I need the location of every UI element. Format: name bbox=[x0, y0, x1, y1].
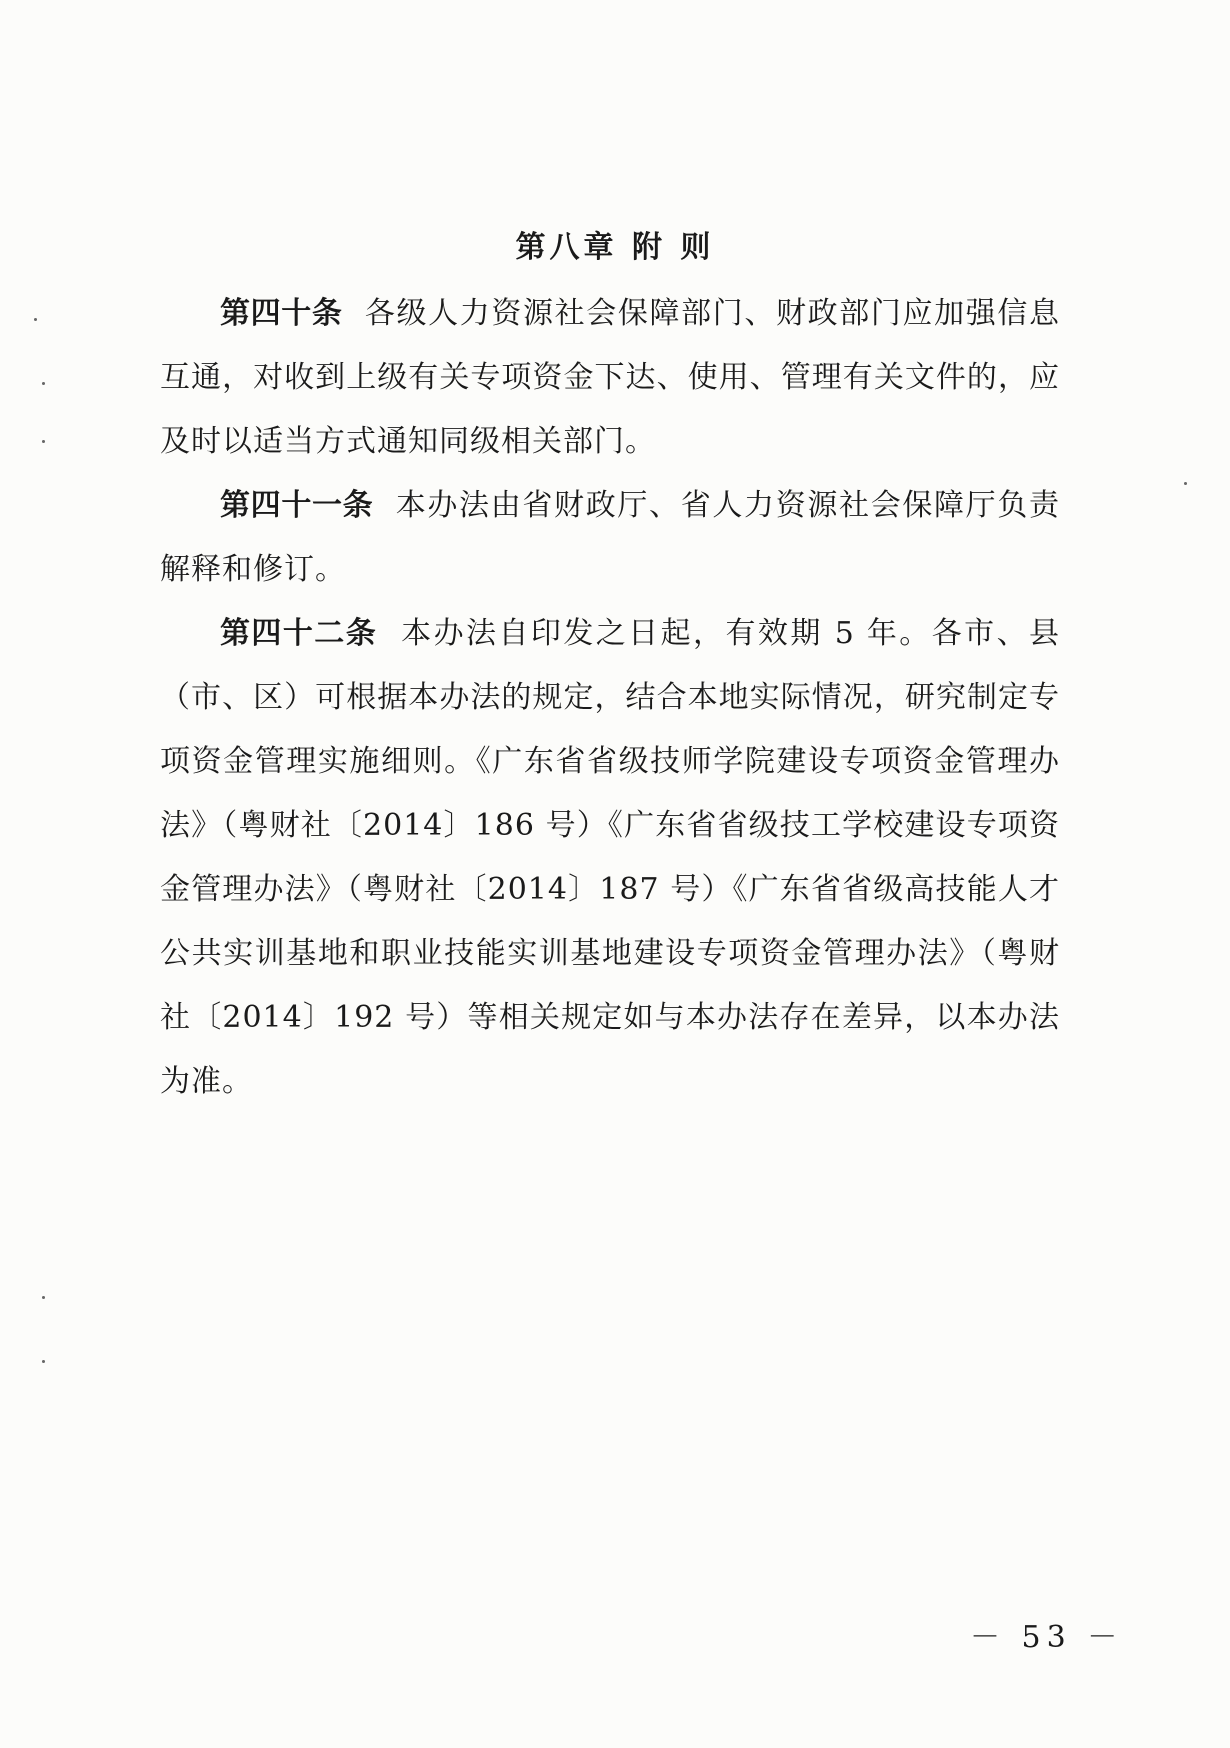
chapter-title: 第八章 附 则 bbox=[515, 230, 715, 265]
article-41 bbox=[160, 474, 1060, 602]
article-text: 本办法由省财政厅、省人力资源社会保障厅负责解释和修订。 bbox=[160, 488, 1061, 587]
article-42 bbox=[160, 602, 1060, 1114]
article-text: 各级人力资源社会保障部门、财政部门应加强信息互通，对收到上级有关专项资金下达、使用、管理有关文件的，应及时以适当方式通知同级相关部门。 bbox=[160, 296, 1061, 459]
scan-speck bbox=[42, 1296, 45, 1299]
scan-speck bbox=[42, 1360, 45, 1363]
scan-speck bbox=[1184, 482, 1187, 485]
page-number: － 53 － bbox=[970, 1620, 1124, 1655]
article-40 bbox=[160, 282, 1060, 474]
article-text: 本办法自印发之日起，有效期 5 年。各市、县（市、区）可根据本办法的规定，结合本地实际情况，研究制定专项资金管理实施细则。《广东省省级技师学院建设专项资金管理办法》（粤财社〔2014〕186 号）《广东省省级技工学校建设专项资金管理办法》（粤财社〔2014〕187 号）《广东省省级高技能人才公共实训基地和职业技能实训基地建设专项资金管理办法》（粤财社〔2014〕192 号）等相关规定如与本办法存在差异，以本办法为准。 bbox=[160, 616, 1061, 1099]
article-number: 第四十二条 bbox=[220, 616, 378, 651]
scan-speck bbox=[42, 382, 45, 385]
article-number: 第四十一条 bbox=[220, 488, 374, 523]
scan-speck bbox=[42, 440, 45, 443]
article-number: 第四十条 bbox=[220, 296, 343, 331]
document-body bbox=[160, 282, 1060, 1114]
scan-speck bbox=[34, 318, 37, 321]
